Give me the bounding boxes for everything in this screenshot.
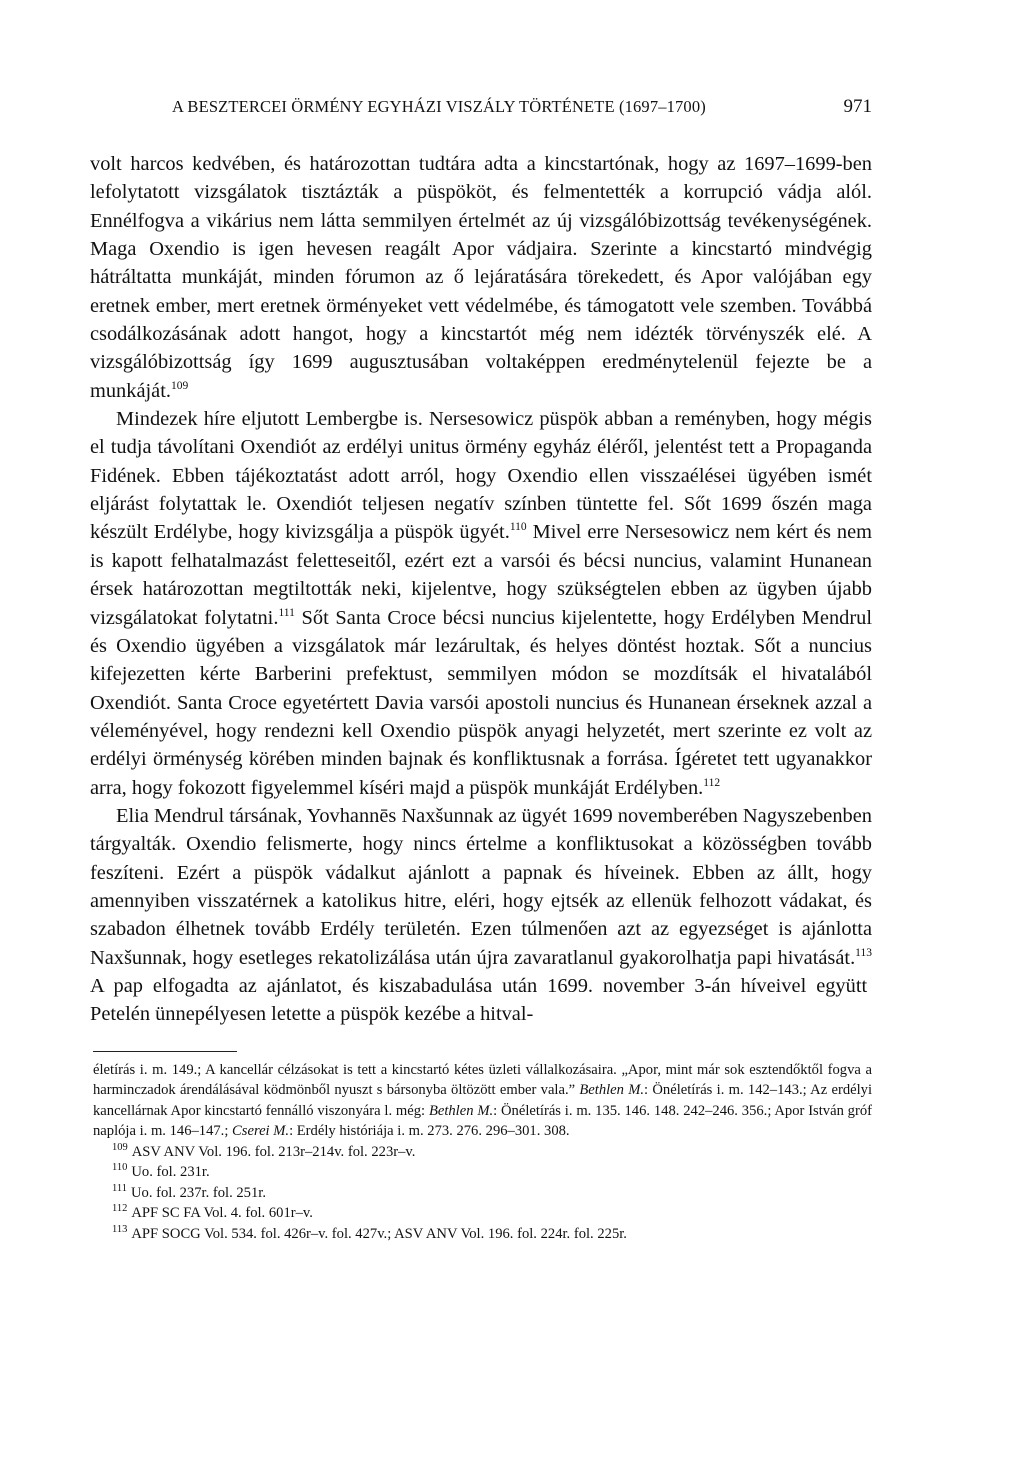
footnotes — [90, 1060, 872, 1245]
page-number: 971 — [843, 96, 872, 117]
paragraph-text: volt harcos kedvében, és határozottan tudtára adta a kincstartónak, hogy az 1697–1699-ben lefolytatott vizsgálatok tisztázták a püspököt, és felmentették a korrupció vádja alól. Ennélfogva a vikárius nem látta semmilyen értelmét az új vizsgálóbizottság tevékenységének. Maga Oxendio is igen hevesen reagált Apor vádjaira. Szerinte a kincstartó mindvégig hátráltatta munkáját, minden fórumon az ő lejáratására törekedett, és Apor valójában egy eretnek ember, mert eretnek örményeket vett védelmébe, és támogatott vele szemben. Továbbá csodálkozásának adott hangot, hogy a kincstartót még nem idézték törvényszék elé. A vizsgálóbizottság így 1699 augusztusában voltaképpen eredménytelenül fejezte be a munkáját. — [90, 153, 872, 402]
paragraph — [90, 150, 872, 405]
footnote-text: ASV ANV Vol. 196. fol. 213r–214v. fol. 223r–v. — [131, 1143, 416, 1160]
author-name: Bethlen M. — [428, 1102, 494, 1119]
paragraph — [90, 802, 872, 1029]
footnote-text: APF SC FA Vol. 4. fol. 601r–v. — [131, 1205, 313, 1222]
footnote-number: 112 — [112, 1203, 128, 1215]
author-name: Cserei M. — [232, 1123, 290, 1140]
footnote-continued — [93, 1060, 872, 1142]
footnote-rule — [93, 1051, 237, 1052]
running-head — [90, 96, 872, 130]
footnote-text: életírás i. m. 149.; A kancellár célzásokat is tett a kincstartó kétes üzleti vállalkozásaira. „Apor, mint már sok esztendőktől fogva a harminczadok árendálásával ködmönből nyuszt s bársonyba öltözött ember vala.” — [93, 1061, 872, 1099]
footnote-text: : Önéletírás i. m. 135. 146. 148. 242–246. 356.; Apor István gróf naplója i. m. 146–147.; — [93, 1102, 872, 1140]
footnote-text: : Önéletírás i. m. 142–143.; Az erdélyi kancellárnak Apor kincstartó fennálló viszonyára l. még: — [93, 1082, 873, 1119]
author-name: Bethlen M. — [579, 1082, 645, 1099]
footnote-ref: 111 — [278, 606, 295, 619]
paragraph-text: A pap elfogadta az ajánlatot, és kiszabadulása után 1699. november 3-án híveivel együtt Petelén ünnepélyesen letette a püspök kezébe a hitval- — [90, 974, 868, 1026]
footnote-text: : Erdély históriája i. m. 273. 276. 296–301. 308. — [289, 1123, 570, 1140]
footnote-ref: 113 — [855, 946, 872, 959]
footnote-number: 110 — [112, 1162, 128, 1174]
paragraph-text: Mindezek híre eljutott Lembergbe is. Nersesowicz püspök abban a reményben, hogy mégis el tudja távolítani Oxendiót az erdélyi unitus örmény egyház éléről, jelentést tett a Propaganda Fidének. Ebben tájékoztatást adott arról, hogy Oxendio ellen visszaélései ügyében ismét eljárást folytattak le. Oxendiót teljesen negatív színben tüntette fel. Sőt 1699 őszén maga készült Erdélybe, hogy kivizsgálja a püspök ügyét. — [90, 408, 872, 544]
footnote — [93, 1183, 872, 1204]
running-title: A BESZTERCEI ÖRMÉNY EGYHÁZI VISZÁLY TÖRTÉNETE (1697–1700) — [172, 97, 706, 116]
page — [90, 96, 872, 1244]
footnote — [93, 1142, 872, 1163]
footnote-ref: 109 — [170, 379, 189, 392]
paragraph — [90, 405, 872, 802]
footnote-number: 109 — [112, 1141, 128, 1153]
footnote — [93, 1162, 872, 1183]
footnote-ref: 112 — [703, 776, 721, 789]
footnote — [93, 1203, 872, 1224]
paragraph-text: Elia Mendrul társának, Yovhannēs Naxšunnak az ügyét 1699 novemberében Nagyszebenben tárgyalták. Oxendio felismerte, hogy nincs értelme a konfliktusokat a közösségben tovább feszíteni. Ezért a püspök vádalkut ajánlott a papnak és híveinek. Ebben az állt, hogy amennyiben visszatérnek a katolikus hitre, eléri, hogy ejtsék az ellenük felhozott vádakat, és szabadon élhetnek tovább Erdély területén. Ezen túlmenően azt az egyezséget is ajánlotta Naxšunnak, hogy esetleges rekatolizálása után újra zavaratlanul gyakorolhatja papi hivatását. — [90, 804, 872, 969]
footnote — [93, 1224, 872, 1245]
footnote-text: Uo. fol. 231r. — [131, 1164, 210, 1181]
paragraph-text: Sőt Santa Croce bécsi nuncius kijelentette, hogy Erdélyben Mendrul és Oxendio ügyében a vizsgálatok már lezárultak, és helyes döntést hoztak. Sőt a nuncius kifejezetten kérte Barberini prefektust, semmilyen módon se mozdítsák el hivatalából Oxendiót. Santa Croce egyetértett Davia varsói apostoli nuncius és Hunanean érseknek azzal a véleményével, hogy rendezni kell Oxendio püspök anyagi helyzetét, mert szerinte ez volt az erdélyi örménység körében minden bajnak és konfliktusnak a forrása. Ígéretet tett ugyanakkor arra, hogy fokozott figyelemmel kíséri majd a püspök munkáját Erdélyben. — [90, 606, 872, 799]
footnote-text: APF SOCG Vol. 534. fol. 426r–v. fol. 427v.; ASV ANV Vol. 196. fol. 224r. fol. 225r. — [131, 1225, 627, 1242]
footnote-ref: 110 — [509, 521, 527, 534]
footnote-number: 111 — [112, 1182, 127, 1194]
body-text — [90, 150, 872, 1029]
paragraph-text: Mivel erre Nersesowicz nem kért és nem is kapott felhatalmazást feletteseitől, ezért ezt a varsói és bécsi nuncius, valamint Hunanean érsek határozottan megtiltották neki, kijelentve, hogy szükségtelen ebben az ügyben újabb vizsgálatokat folytatni. — [90, 521, 872, 629]
footnote-number: 113 — [112, 1223, 128, 1235]
footnote-text: Uo. fol. 237r. fol. 251r. — [130, 1184, 266, 1201]
